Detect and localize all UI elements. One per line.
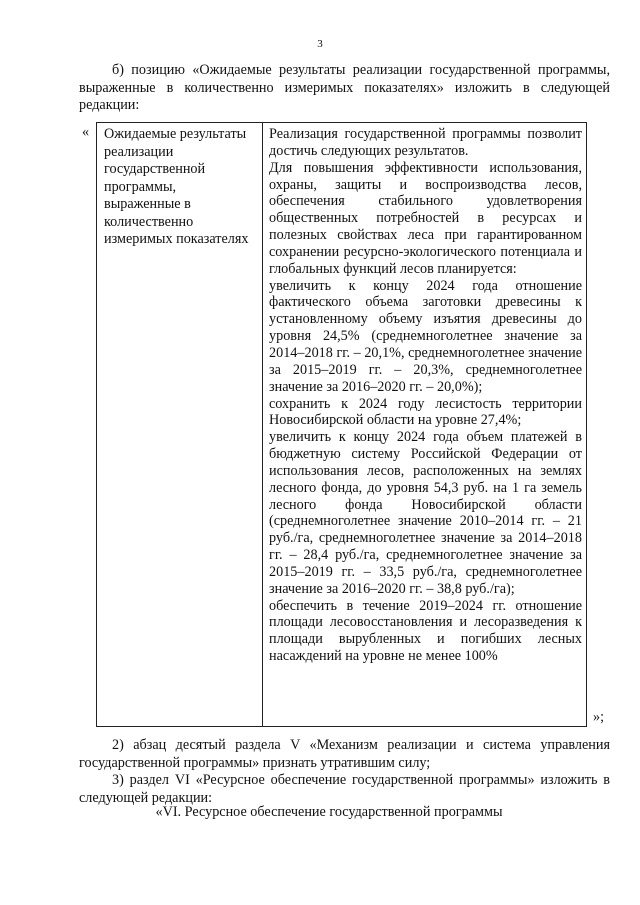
table-column-divider bbox=[262, 123, 263, 726]
result-paragraph: Реализация государственной программы позволит достичь следующих результатов. bbox=[269, 126, 582, 159]
item-2-paragraph: 2) абзац десятый раздела V «Механизм реализации и система управления государственной программы» признать утратившим силу; bbox=[79, 737, 610, 771]
table-left-cell: Ожидаемые результаты реализации государственной программы, выраженные в количественно измеримых показателях bbox=[104, 126, 249, 247]
result-paragraph: Для повышения эффективности использования, охраны, защиты и воспроизводства лесов, обеспечения стабильного удовлетворения общественных потребностей в ресурсах и полезных свойствах леса при гарантированном сохранении ресурсно-экологического потенциала и глобальных функций лесов планируется: bbox=[269, 159, 582, 277]
section-title: «VI. Ресурсное обеспечение государственной программы bbox=[155, 804, 503, 820]
table-right-cell bbox=[269, 126, 582, 665]
result-paragraph: сохранить к 2024 году лесистость территории Новосибирской области на уровне 27,4%; bbox=[269, 395, 582, 429]
result-paragraph: обеспечить в течение 2019–2024 гг. отношение площади лесовосстановления и лесоразведения к площади вырубленных и погибших лесных насаждений на уровне не менее 100% bbox=[269, 597, 582, 665]
opening-quote: « bbox=[82, 124, 90, 140]
result-paragraph: увеличить к концу 2024 года отношение фактического объема заготовки древесины к установленному объему изъятия древесины до уровня 24,5% (среднемноголетнее значение за 2014–2018 гг. – 20,1%, среднемноголетнее значение за 2015–2019 гг. – 20,3%, среднемноголетнее значение за 2016–2020 гг. – 20,0%); bbox=[269, 277, 582, 395]
intro-paragraph: б) позицию «Ожидаемые результаты реализации государственной программы, выраженные в количественно измеримых показателях» изложить в следующей редакции: bbox=[79, 62, 610, 113]
closing-quote: »; bbox=[593, 709, 605, 725]
results-table bbox=[96, 122, 587, 727]
item-3-paragraph: 3) раздел VI «Ресурсное обеспечение государственной программы» изложить в следующей редакции: bbox=[79, 772, 610, 806]
page-number: 3 bbox=[317, 38, 323, 50]
result-paragraph: увеличить к концу 2024 года объем платежей в бюджетную систему Российской Федерации от использования лесов, расположенных на землях лесного фонда, до уровня 54,3 руб. на 1 га земель лесного фонда Новосибирской области (среднемноголетнее значение 2010–2014 гг. – 21 руб./га, среднемноголетнее значение за 2014–2018 гг. – 28,4 руб./га, среднемноголетнее значение за 2015–2019 гг. – 33,5 руб./га, среднемноголетнее значение за 2016–2020 гг. – 38,8 руб./га); bbox=[269, 429, 582, 597]
